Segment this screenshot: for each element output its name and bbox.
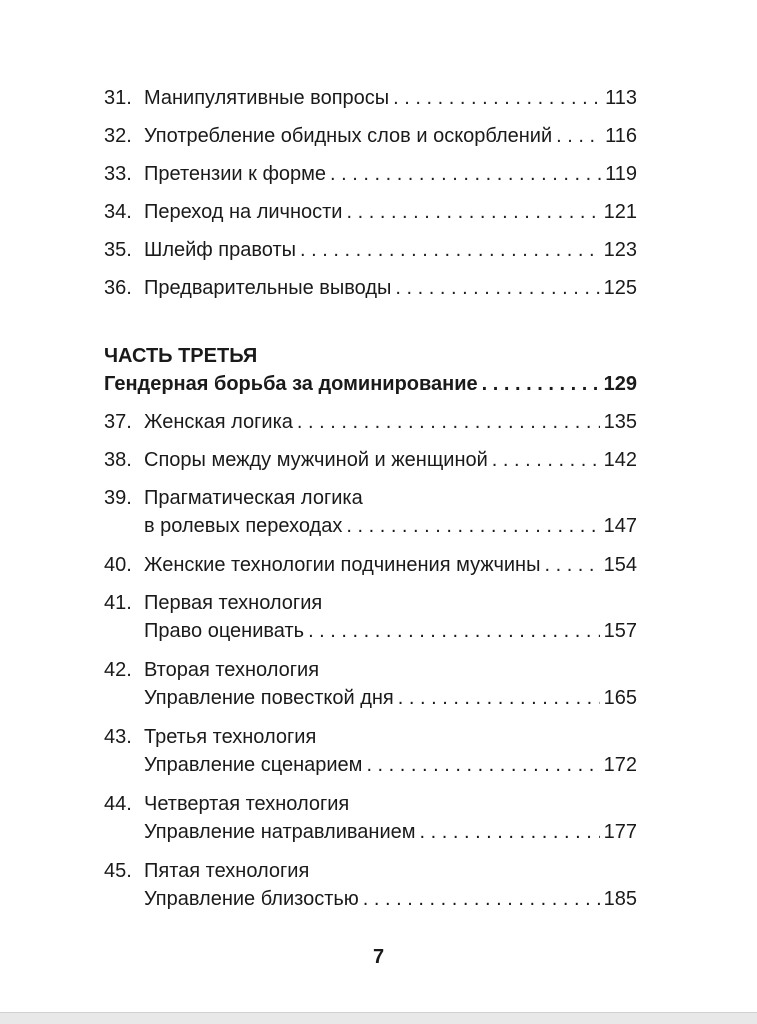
entry-number: 34.	[104, 201, 132, 223]
entry-title-line1: Первая технология	[144, 592, 323, 614]
entry-title-line1: Пятая технология	[144, 860, 310, 882]
entry-number: 39.	[104, 487, 132, 509]
toc-entry-37	[104, 408, 637, 446]
dot-leader	[346, 512, 599, 540]
entry-title-line1: Четвертая технология	[144, 793, 350, 815]
entry-number: 35.	[104, 239, 132, 261]
toc-entry-42	[104, 656, 637, 723]
entry-number: 38.	[104, 449, 132, 471]
entry-title: Претензии к форме	[144, 163, 327, 185]
dot-leader	[366, 751, 599, 779]
entry-page: 154	[603, 554, 637, 576]
entry-number: 31.	[104, 87, 132, 109]
entry-page: 142	[603, 449, 637, 471]
entry-page: 147	[603, 515, 637, 537]
entry-title: Предварительные выводы	[144, 277, 392, 299]
entry-page: 165	[603, 687, 637, 709]
toc-entry-34	[104, 198, 637, 236]
entry-title-line2: в ролевых переходах	[144, 515, 343, 537]
entry-title: Женская логика	[144, 411, 293, 433]
entry-title-line1: Вторая технология	[144, 659, 320, 681]
part-title-entry	[104, 370, 637, 408]
dot-leader	[300, 236, 600, 264]
table-of-contents	[104, 84, 637, 924]
part-title: Гендерная борьба за доминирование	[104, 373, 478, 395]
entry-page: 125	[603, 277, 637, 299]
toc-entry-39	[104, 484, 637, 551]
dot-leader	[363, 885, 600, 913]
toc-entry-38	[104, 446, 637, 484]
entry-title: Переход на личности	[144, 201, 343, 223]
entry-page: 157	[603, 620, 637, 642]
entry-page: 123	[603, 239, 637, 261]
entry-title: Манипулятивные вопросы	[144, 87, 390, 109]
entry-title-line1: Прагматическая логика	[144, 487, 363, 509]
page-bottom-edge	[0, 1012, 757, 1024]
entry-title-line2: Управление сценарием	[144, 754, 363, 776]
dot-leader	[395, 274, 599, 302]
entry-title-line2: Управление повесткой дня	[144, 687, 394, 709]
toc-entry-32	[104, 122, 637, 160]
page-number: 7	[372, 946, 385, 968]
entry-number: 37.	[104, 411, 132, 433]
entry-number: 36.	[104, 277, 132, 299]
entry-number: 32.	[104, 125, 132, 147]
entry-title: Употребление обидных слов и оскорблений	[144, 125, 553, 147]
toc-entry-33	[104, 160, 637, 198]
entry-page: 113	[605, 87, 637, 109]
toc-entry-41	[104, 589, 637, 656]
toc-entry-36	[104, 274, 637, 312]
entry-number: 40.	[104, 554, 132, 576]
entry-title-line2: Право оценивать	[144, 620, 305, 642]
dot-leader	[393, 84, 601, 112]
entry-title-line2: Управление натравливанием	[144, 821, 416, 843]
entry-title-line1: Третья технология	[144, 726, 317, 748]
entry-number: 42.	[104, 659, 132, 681]
entry-title: Шлейф правоты	[144, 239, 297, 261]
dot-leader	[346, 198, 599, 226]
toc-entry-31	[104, 84, 637, 122]
entry-page: 185	[603, 888, 637, 910]
entry-page: 177	[603, 821, 637, 843]
part-label: ЧАСТЬ ТРЕТЬЯ	[104, 345, 258, 367]
toc-entry-45	[104, 857, 637, 924]
entry-page: 135	[603, 411, 637, 433]
entry-number: 44.	[104, 793, 132, 815]
dot-leader	[398, 684, 600, 712]
entry-title: Споры между мужчиной и женщиной	[144, 449, 488, 471]
toc-entry-43	[104, 723, 637, 790]
dot-leader	[420, 818, 600, 846]
entry-page: 172	[603, 754, 637, 776]
entry-page: 121	[603, 201, 637, 223]
toc-entry-44	[104, 790, 637, 857]
entry-page: 116	[605, 125, 637, 147]
entry-number: 45.	[104, 860, 132, 882]
entry-title: Женские технологии подчинения мужчины	[144, 554, 541, 576]
dot-leader	[556, 122, 601, 150]
entry-page: 119	[605, 163, 637, 185]
dot-leader	[297, 408, 600, 436]
entry-number: 43.	[104, 726, 132, 748]
dot-leader	[492, 446, 600, 474]
entry-title-line2: Управление близостью	[144, 888, 359, 910]
entry-number: 41.	[104, 592, 132, 614]
dot-leader	[544, 551, 599, 579]
toc-entry-40	[104, 551, 637, 589]
entry-number: 33.	[104, 163, 132, 185]
dot-leader	[482, 370, 600, 398]
dot-leader	[330, 160, 601, 188]
dot-leader	[308, 617, 600, 645]
part-page: 129	[603, 373, 637, 395]
toc-entry-35	[104, 236, 637, 274]
